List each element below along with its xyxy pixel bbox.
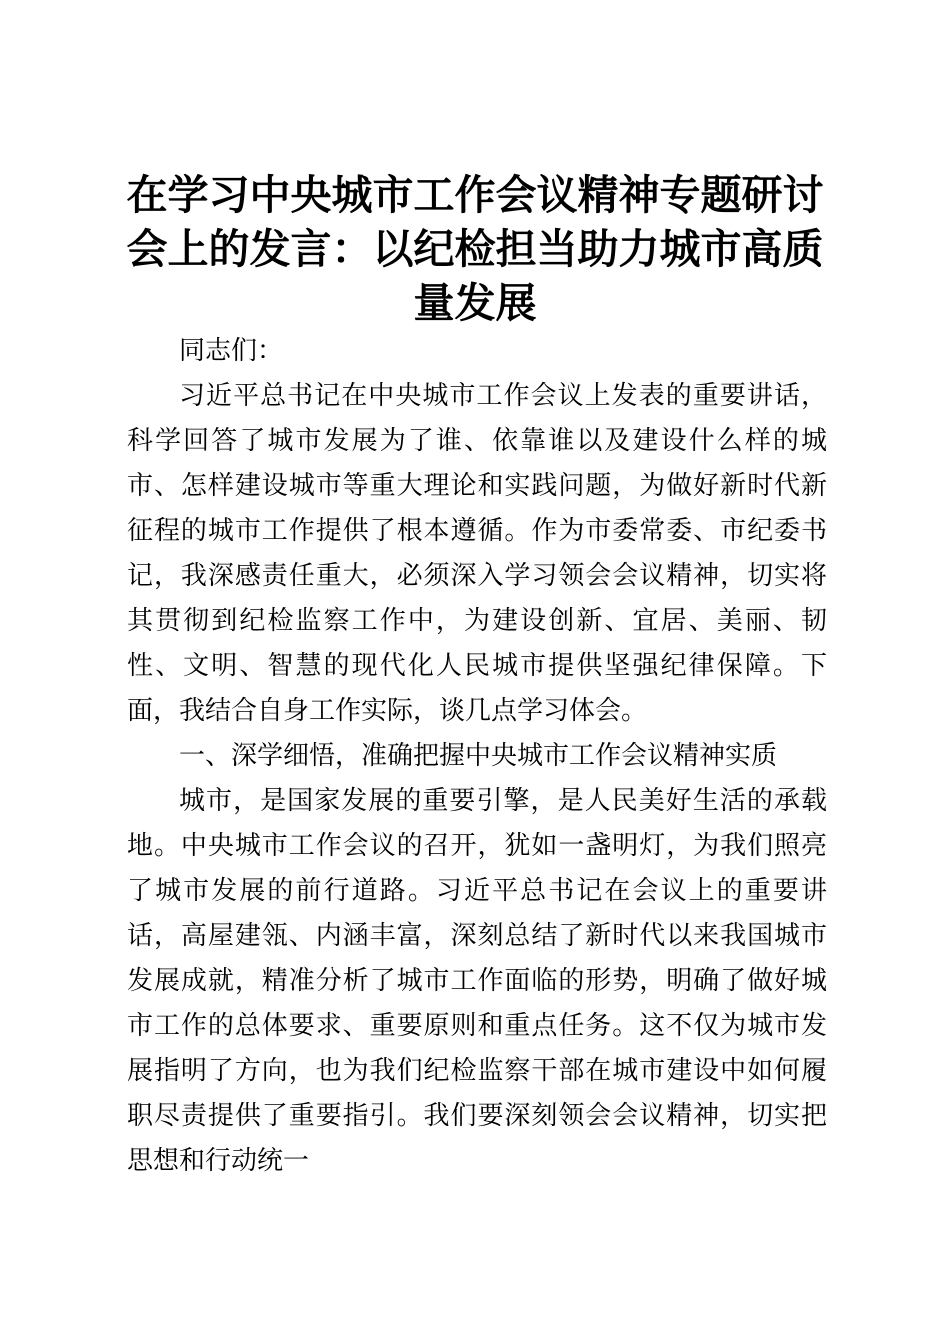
section-heading: 一、深学细悟，准确把握中央城市工作会议精神实质	[179, 741, 778, 771]
title-line-1: 在学习中央城市工作会议精神专题研讨	[126, 171, 824, 219]
intro-paragraph: 习近平总书记在中央城市工作会议上发表的重要讲话，科学回答了城市发展为了谁、依靠谁以及建设什么样的城市、怎样建设城市等重大理论和实践问题，为做好新时代新征程的城市工作提供了根本遵循。作为市委常委、市纪委书记，我深感责任重大，必须深入学习领会会议精神，切实将其贯彻到纪检监察工作中，为建设创新、宜居、美丽、韧性、文明、智慧的现代化人民城市提供坚强纪律保障。下面，我结合自身工作实际，谈几点学习体会。	[127, 381, 827, 726]
salutation: 同志们：	[179, 336, 284, 366]
document-title	[120, 168, 830, 330]
section-paragraph: 城市，是国家发展的重要引擎，是人民美好生活的承载地。中央城市工作会议的召开，犹如一盏明灯，为我们照亮了城市发展的前行道路。习近平总书记在会议上的重要讲话，高屋建瓴、内涵丰富，深刻总结了新时代以来我国城市发展成就，精准分析了城市工作面临的形势，明确了做好城市工作的总体要求、重要原则和重点任务。这不仅为城市发展指明了方向，也为我们纪检监察干部在城市建设中如何履职尽责提供了重要指引。我们要深刻领会会议精神，切实把思想和行动统一	[127, 786, 827, 1176]
document-body	[127, 329, 827, 1184]
title-line-2: 会上的发言：以纪检担当助力城市高质	[126, 225, 824, 273]
title-line-3: 量发展	[413, 279, 537, 327]
